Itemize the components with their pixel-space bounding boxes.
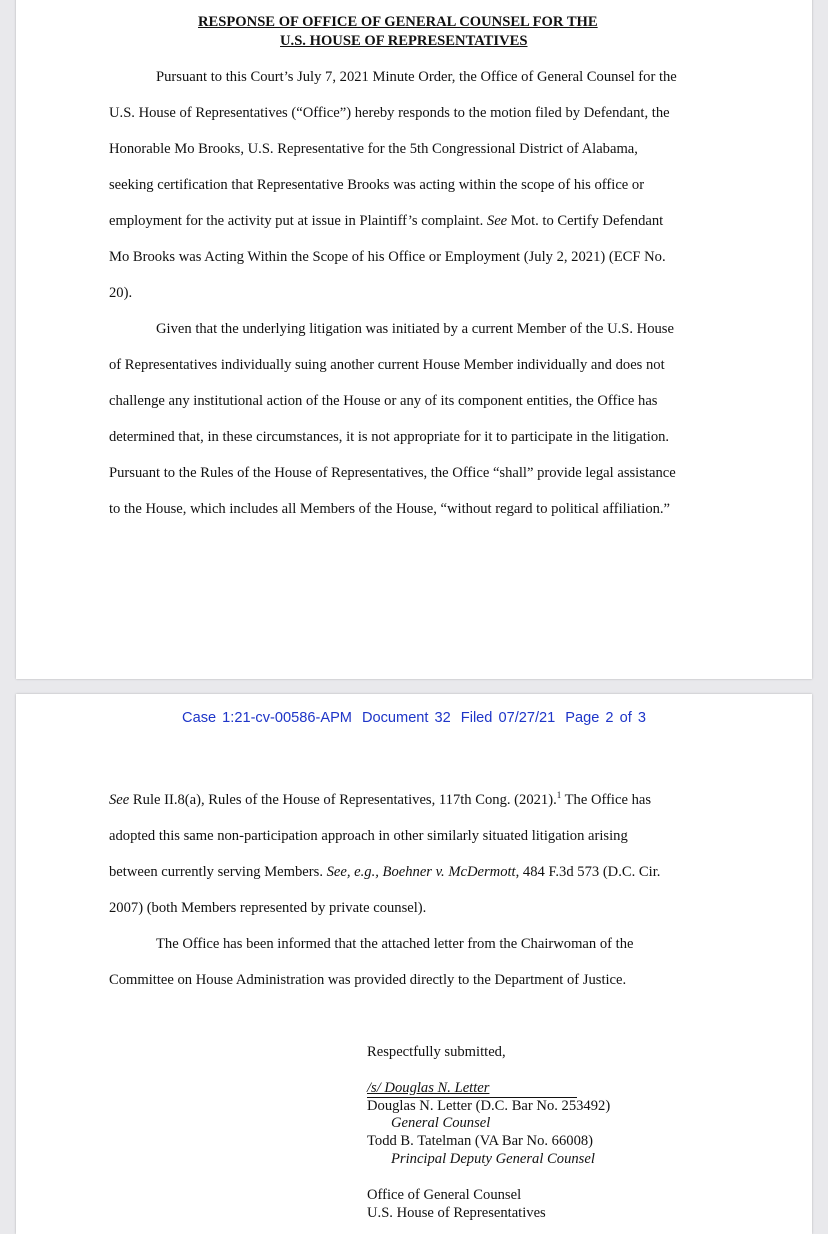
signer-title-1: General Counsel	[391, 1115, 491, 1131]
signer-title-2: Principal Deputy General Counsel	[391, 1151, 595, 1167]
page-2-line-4: 2007) (both Members represented by private counsel).	[109, 900, 427, 916]
page-2-line-3	[109, 863, 660, 881]
document-page-2	[16, 694, 812, 1234]
see-signal: See	[486, 213, 508, 229]
paragraph-2-line-6: to the House, which includes all Members of the House, “without regard to political affiliation.”	[109, 501, 671, 517]
document-title-line-2: U.S. HOUSE OF REPRESENTATIVES	[280, 33, 528, 49]
ecf-header	[16, 710, 812, 726]
signer-name-2: Todd B. Tatelman (VA Bar No. 66008)	[367, 1133, 594, 1149]
paragraph-1-line-5-post: Mot. to Certify Defendant	[507, 213, 664, 229]
paragraph-1-line-4: seeking certification that Representative Brooks was acting within the scope of his office or	[109, 177, 645, 193]
electronic-signature	[367, 1079, 577, 1098]
footnote-marker: 1	[556, 790, 562, 801]
paragraph-1-line-7: 20).	[109, 285, 133, 301]
rule-citation: Rule II.8(a), Rules of the House of Representatives, 117th Cong. (2021).	[129, 792, 557, 808]
filed-date: Filed 07/27/21	[460, 710, 556, 726]
line-3-pre: between currently serving Members.	[109, 864, 327, 880]
paragraph-2-line-4: determined that, in these circumstances, it is not appropriate for it to participate in the litigation.	[109, 429, 670, 445]
page-2-paragraph-2-line-1: The Office has been informed that the attached letter from the Chairwoman of the	[156, 936, 634, 952]
case-citation: See, e.g., Boehner v. McDermott	[326, 864, 516, 880]
closing: Respectfully submitted,	[367, 1044, 506, 1060]
line-1-tail: The Office has	[561, 792, 652, 808]
signature-line: /s/ Douglas N. Letter	[367, 1079, 577, 1098]
office-line-1: Office of General Counsel	[367, 1187, 522, 1203]
paragraph-1-line-1: Pursuant to this Court’s July 7, 2021 Minute Order, the Office of General Counsel for the	[156, 69, 677, 85]
office-line-2: U.S. House of Representatives	[367, 1205, 546, 1221]
page-number: Page 2 of 3	[565, 710, 646, 726]
signer-name-1: Douglas N. Letter (D.C. Bar No. 253492)	[367, 1098, 611, 1114]
document-page-1	[16, 0, 812, 679]
page-2-line-1	[109, 791, 651, 809]
paragraph-2-line-3: challenge any institutional action of the House or any of its component entities, the Office has	[109, 393, 658, 409]
document-number: Document 32	[361, 710, 451, 726]
paragraph-1-line-5-pre: employment for the activity put at issue in Plaintiff’s complaint.	[109, 213, 487, 229]
paragraph-1-line-3: Honorable Mo Brooks, U.S. Representative for the 5th Congressional District of Alabama,	[109, 141, 638, 157]
document-title-line-1: RESPONSE OF OFFICE OF GENERAL COUNSEL FOR THE	[198, 14, 598, 30]
paragraph-1-line-2: U.S. House of Representatives (“Office”) hereby responds to the motion filed by Defendant, the	[109, 105, 670, 121]
see-signal: See	[109, 792, 130, 808]
line-3-post: , 484 F.3d 573 (D.C. Cir.	[515, 864, 661, 880]
paragraph-2-line-1: Given that the underlying litigation was initiated by a current Member of the U.S. House	[156, 321, 674, 337]
paragraph-2-line-2: of Representatives individually suing another current House Member individually and does not	[109, 357, 665, 373]
page-2-line-2: adopted this same non-participation approach in other similarly situated litigation arising	[109, 828, 628, 844]
paragraph-1-line-6: Mo Brooks was Acting Within the Scope of his Office or Employment (July 2, 2021) (ECF No.	[109, 249, 666, 265]
paragraph-2-line-5: Pursuant to the Rules of the House of Representatives, the Office “shall” provide legal assistance	[109, 465, 676, 481]
case-number: Case 1:21-cv-00586-APM	[182, 710, 352, 726]
paragraph-1-line-5	[109, 212, 663, 230]
page-2-paragraph-2-line-2: Committee on House Administration was provided directly to the Department of Justice.	[109, 972, 627, 988]
